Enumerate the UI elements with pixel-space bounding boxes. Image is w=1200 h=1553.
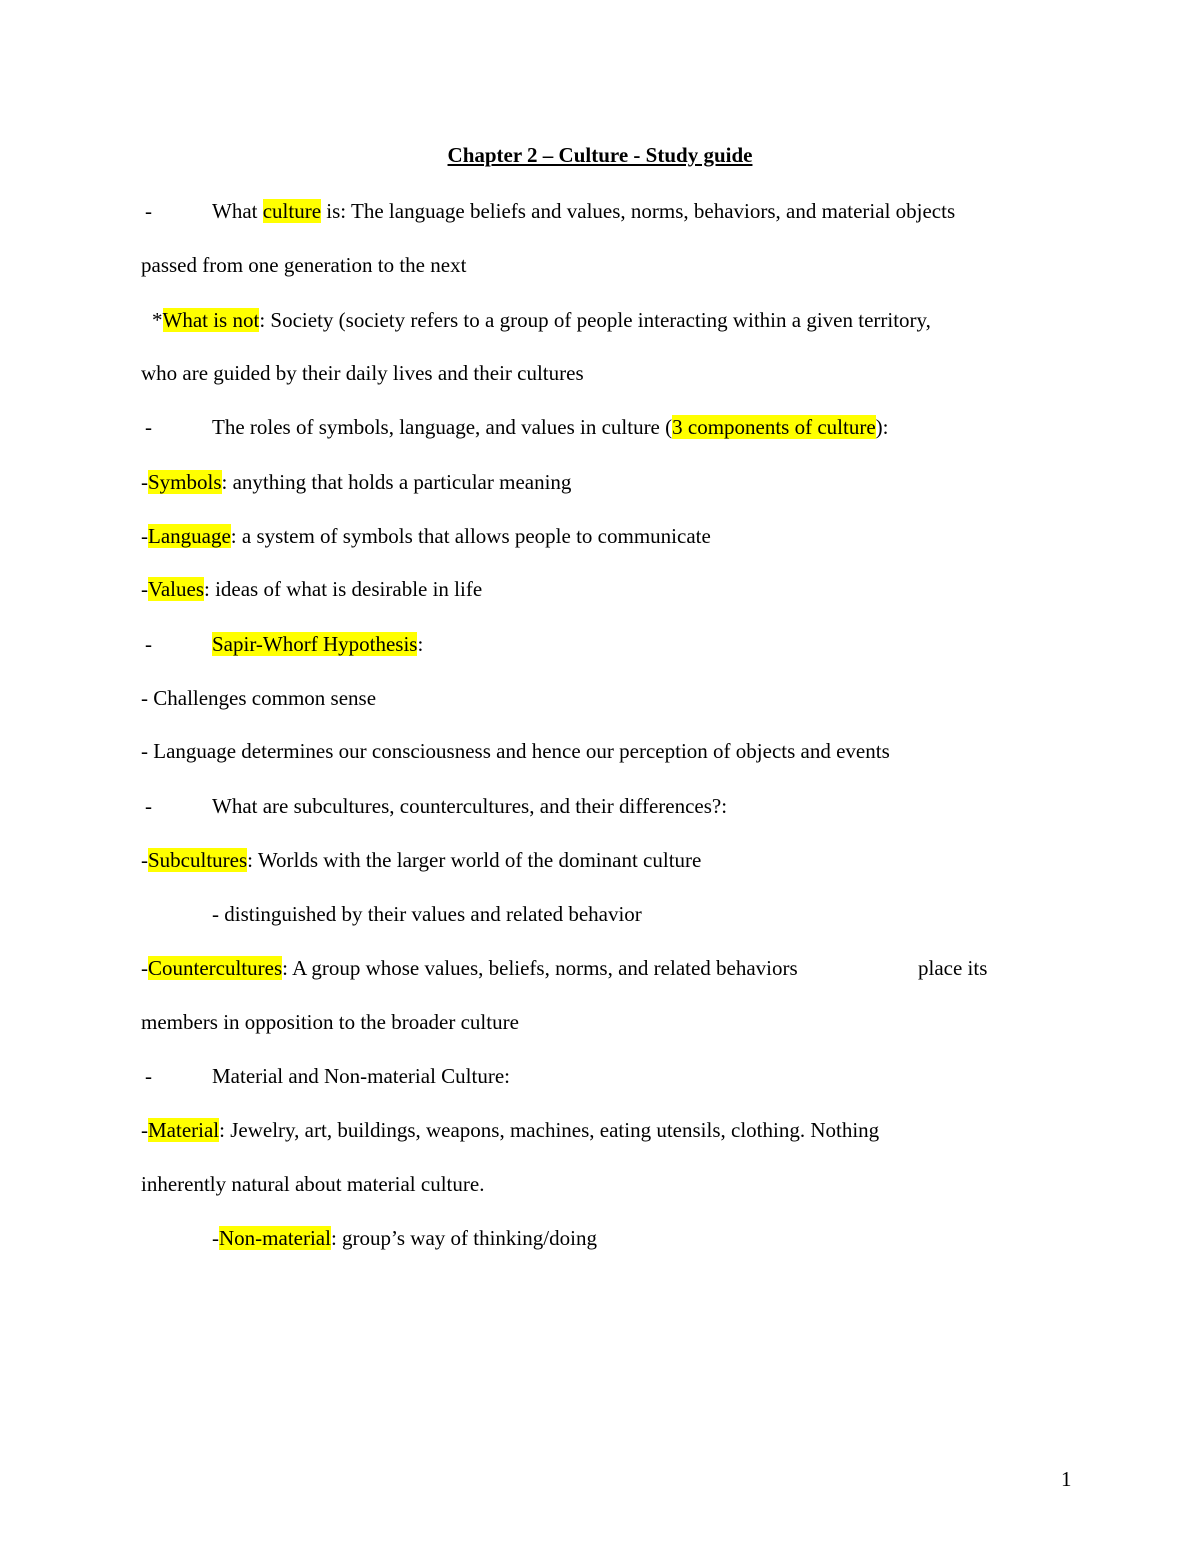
document-line <box>141 574 482 604</box>
line-text: : Society (society refers to a group of people interacting within a given territory, <box>259 308 931 332</box>
line-text: : <box>417 632 424 656</box>
line-text: What are subcultures, countercultures, and their differences?: <box>212 794 728 818</box>
line-text: - Language determines our consciousness and hence our perception of objects and events <box>141 739 890 763</box>
line-text: - distinguished by their values and related behavior <box>212 902 642 926</box>
line-text: The roles of symbols, language, and values in culture ( <box>212 415 673 439</box>
line-text: - <box>141 577 148 601</box>
document-line <box>141 1007 519 1037</box>
line-text: - <box>145 199 152 223</box>
line-text: - <box>141 524 148 548</box>
highlighted-term: Material <box>148 1118 220 1142</box>
highlighted-term: culture <box>262 199 322 223</box>
highlighted-term: Countercultures <box>148 956 283 980</box>
highlighted-term: Sapir-Whorf Hypothesis <box>212 632 418 656</box>
line-text: passed from one generation to the next <box>141 253 467 277</box>
document-line <box>141 953 798 983</box>
highlighted-term: Subcultures <box>148 848 248 872</box>
highlighted-term: Non-material <box>219 1226 331 1250</box>
document-line <box>141 683 376 713</box>
document-line <box>918 953 987 983</box>
line-text: - <box>145 794 152 818</box>
line-text: - Challenges common sense <box>141 686 377 710</box>
page-number: 1 <box>1061 1467 1072 1491</box>
document-line <box>152 305 931 335</box>
line-text: : Worlds with the larger world of the dominant culture <box>247 848 702 872</box>
line-text: - <box>141 1118 148 1142</box>
line-text: inherently natural about material culture. <box>141 1172 485 1196</box>
document-line <box>145 791 152 821</box>
line-text: Material and Non-material Culture: <box>212 1064 510 1088</box>
document-line <box>141 521 711 551</box>
document-line <box>145 196 152 226</box>
document-line <box>212 791 727 821</box>
highlighted-term: 3 components of culture <box>672 415 876 439</box>
line-text: place its <box>918 956 988 980</box>
document-line <box>141 736 890 766</box>
line-text: is: The language beliefs and values, norms, behaviors, and material objects <box>321 199 956 223</box>
document-line <box>141 467 571 497</box>
document-line <box>145 1061 152 1091</box>
line-text: What <box>212 199 263 223</box>
highlighted-term: What is not <box>162 308 260 332</box>
line-text: - <box>145 1064 152 1088</box>
document-line <box>145 412 152 442</box>
document-line <box>212 899 642 929</box>
document-line <box>141 1115 879 1145</box>
line-text: - <box>141 470 148 494</box>
line-text: : group’s way of thinking/doing <box>330 1226 597 1250</box>
line-text: ): <box>875 415 889 439</box>
document-line <box>141 1169 484 1199</box>
line-text: : Jewelry, art, buildings, weapons, machines, eating utensils, clothing. Nothing <box>219 1118 880 1142</box>
line-text: - <box>212 1226 219 1250</box>
document-title: Chapter 2 – Culture - Study guide <box>447 143 753 167</box>
document-line <box>212 1223 597 1253</box>
line-text: who are guided by their daily lives and their cultures <box>141 361 584 385</box>
document-line <box>141 250 466 280</box>
line-text: - <box>145 632 152 656</box>
line-text: - <box>145 415 152 439</box>
highlighted-term: Values <box>148 577 204 601</box>
line-text: * <box>152 308 163 332</box>
line-text: : ideas of what is desirable in life <box>204 577 483 601</box>
document-line <box>212 412 888 442</box>
document-line <box>212 629 423 659</box>
document-line <box>212 196 955 226</box>
highlighted-term: Language <box>148 524 231 548</box>
highlighted-term: Symbols <box>148 470 222 494</box>
line-text: - <box>141 956 148 980</box>
document-line <box>212 1061 510 1091</box>
line-text: : A group whose values, beliefs, norms, and related behaviors <box>282 956 798 980</box>
line-text: members in opposition to the broader culture <box>141 1010 519 1034</box>
line-text: : a system of symbols that allows people to communicate <box>230 524 711 548</box>
line-text: - <box>141 848 148 872</box>
document-line <box>141 845 701 875</box>
document-line <box>145 629 152 659</box>
document-line <box>141 358 584 388</box>
line-text: : anything that holds a particular meaning <box>221 470 572 494</box>
